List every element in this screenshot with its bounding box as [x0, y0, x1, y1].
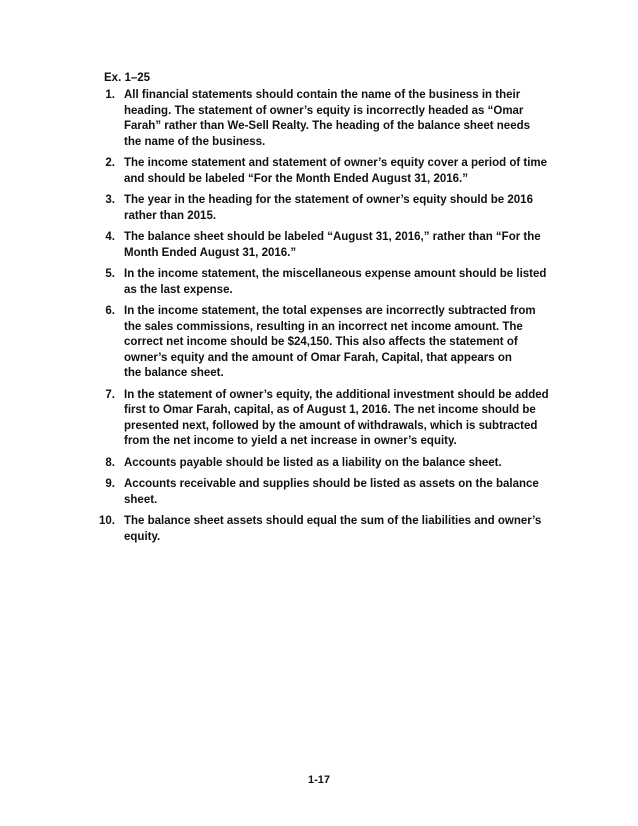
list-item-line: the name of the business.	[124, 135, 266, 148]
answer-list	[80, 88, 550, 551]
list-item-line: All financial statements should contain the name of the business in their	[124, 89, 521, 101]
list-item-line: the sales commissions, resulting in an incorrect net income amount. The	[124, 320, 523, 333]
list-item	[80, 477, 550, 508]
list-item-line: correct net income should be $24,150. This also affects the statement of	[124, 336, 518, 348]
list-item-line: first to Omar Farah, capital, as of August 1, 2016. The net income should be	[124, 404, 536, 416]
list-item	[80, 193, 550, 224]
list-item	[80, 388, 550, 450]
list-item	[80, 156, 550, 187]
list-item-line: sheet.	[124, 493, 158, 506]
list-item-number: 3.	[105, 194, 115, 206]
list-item	[80, 514, 550, 545]
list-item-text	[124, 88, 550, 150]
list-item-number: 4.	[105, 231, 115, 243]
list-item-text	[124, 477, 550, 508]
list-item-line: The balance sheet should be labeled “August 31, 2016,” rather than “For the	[124, 231, 541, 243]
list-item-line: from the net income to yield a net increase in owner’s equity.	[124, 435, 457, 447]
list-item-line: and should be labeled “For the Month Ended August 31, 2016.”	[124, 172, 468, 185]
list-item-line: as the last expense.	[124, 283, 233, 296]
list-item-number: 8.	[105, 456, 115, 469]
list-item-text	[124, 267, 550, 298]
list-item	[80, 267, 550, 298]
list-item-line: Accounts receivable and supplies should be listed as assets on the balance	[124, 478, 539, 490]
exercise-title: Ex. 1–25	[104, 72, 151, 84]
list-item-text	[124, 193, 550, 224]
list-item-text	[124, 514, 550, 545]
list-item-text	[124, 304, 550, 382]
list-item-number: 6.	[105, 305, 115, 317]
list-item-line: the balance sheet.	[124, 367, 224, 379]
list-item-line: In the statement of owner’s equity, the additional investment should be added	[124, 388, 549, 401]
list-item-line: Farah” rather than We-Sell Realty. The heading of the balance sheet needs	[124, 120, 531, 132]
list-item-text	[124, 156, 550, 187]
list-item-line: rather than 2015.	[124, 209, 217, 222]
list-item-line: The income statement and statement of owner’s equity cover a period of time	[124, 157, 548, 169]
list-item-line: presented next, followed by the amount of withdrawals, which is subtracted	[124, 419, 538, 432]
list-item-line: The year in the heading for the statement of owner’s equity should be 2016	[124, 194, 533, 206]
list-item-number: 2.	[105, 157, 115, 169]
list-item-line: owner’s equity and the amount of Omar Farah, Capital, that appears on	[124, 351, 512, 364]
list-item-number: 7.	[105, 388, 115, 401]
list-item-line: equity.	[124, 530, 161, 543]
list-item-text	[124, 230, 550, 261]
list-item-number: 9.	[105, 478, 115, 490]
list-item	[80, 230, 550, 261]
list-item-number: 5.	[105, 268, 115, 280]
list-item-line: In the income statement, the total expenses are incorrectly subtracted from	[124, 305, 536, 317]
list-item	[80, 456, 550, 472]
list-item-number: 1.	[105, 89, 115, 101]
page-number: 1-17	[307, 774, 331, 786]
list-item-line: heading. The statement of owner’s equity is incorrectly headed as “Omar	[124, 104, 524, 117]
list-item-text	[124, 456, 550, 472]
list-item-line: Accounts payable should be listed as a liability on the balance sheet.	[124, 456, 502, 469]
list-item-text	[124, 388, 550, 450]
list-item-line: In the income statement, the miscellaneous expense amount should be listed	[124, 268, 547, 280]
list-item-number: 10.	[99, 515, 115, 527]
list-item-line: The balance sheet assets should equal the sum of the liabilities and owner’s	[124, 515, 542, 527]
list-item	[80, 88, 550, 150]
list-item-line: Month Ended August 31, 2016.”	[124, 246, 297, 259]
list-item	[80, 304, 550, 382]
